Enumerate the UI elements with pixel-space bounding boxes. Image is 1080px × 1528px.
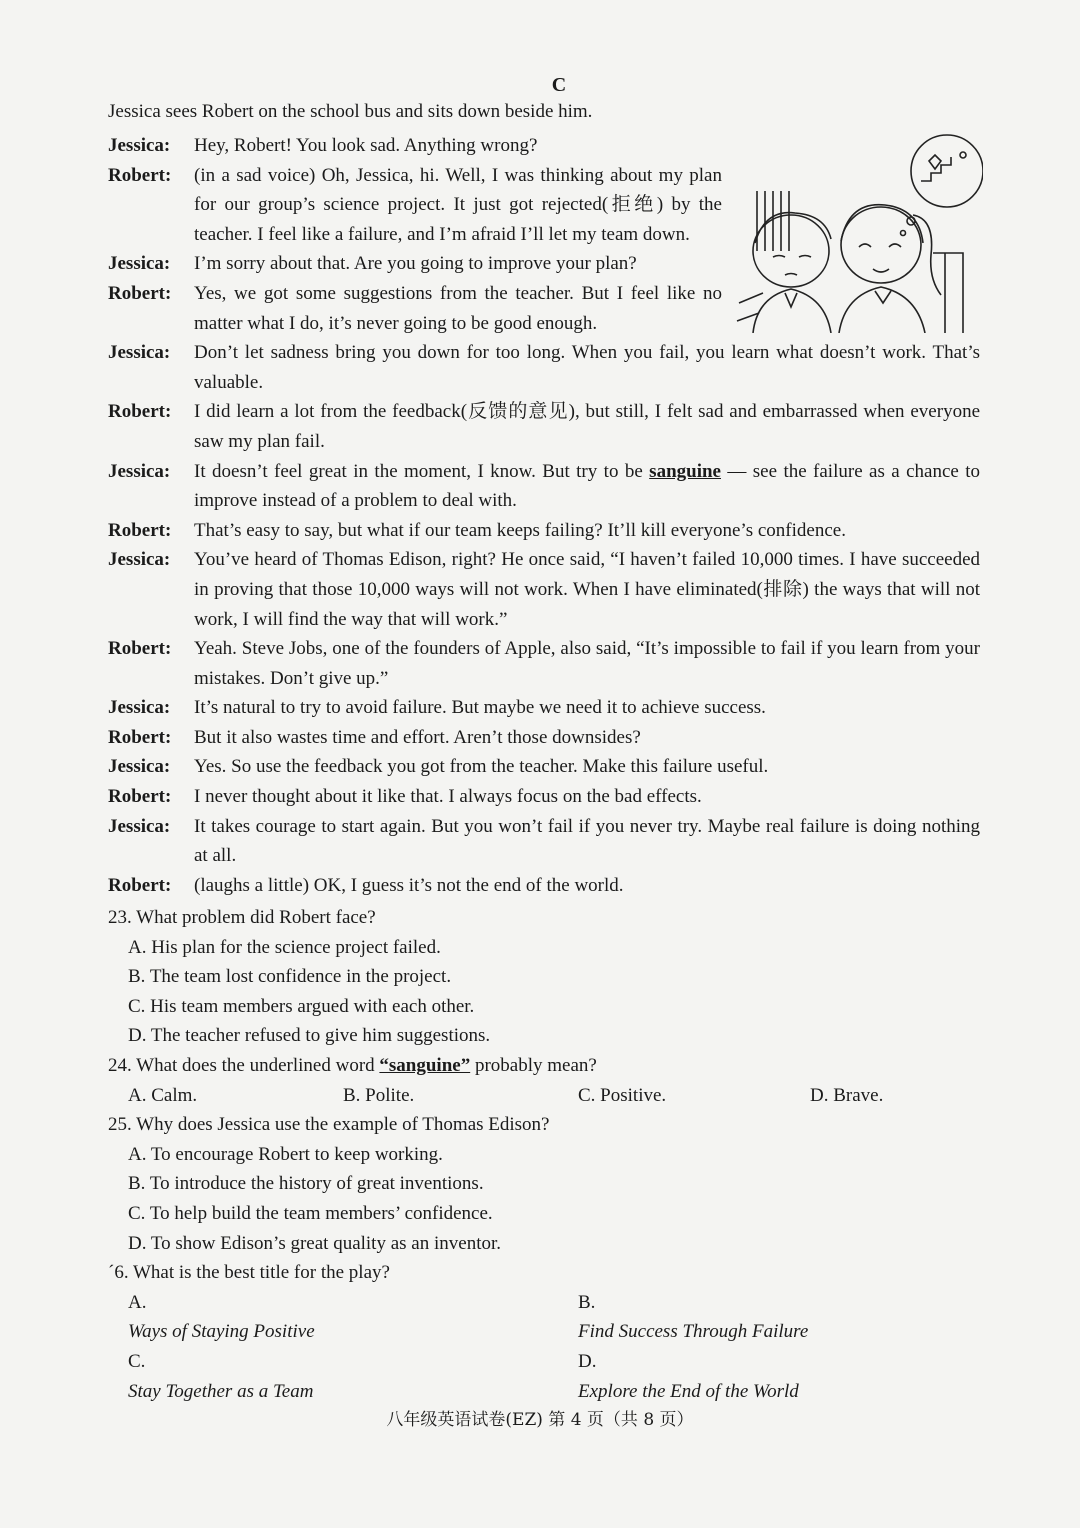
speech-text — [194, 634, 980, 693]
q26-option-c — [128, 1347, 578, 1406]
q26-option-a-title: Ways of Staying Positive — [128, 1321, 315, 1343]
dialogue-line — [108, 545, 980, 634]
speech-text-part: Yes, we got some suggestions from the teacher. But I feel like no matter what I do, it’s never going to be good enough. — [194, 282, 722, 334]
speech-text — [194, 338, 980, 397]
dialogue-line — [108, 693, 980, 723]
speech-text-part: You’ve heard of Thomas Edison, right? He once said, “I haven’t failed 10,000 times. I have succeeded in proving that those 10,000 ways will not work. When I have eliminated(排除) the ways that will not work, I will find the way that will work.” — [194, 549, 980, 630]
speaker-name: Jessica: — [108, 460, 171, 482]
speaker-name: Robert: — [108, 401, 172, 423]
speaker-name: Robert: — [108, 786, 172, 808]
q26-options-row-2 — [108, 1347, 988, 1406]
speech-text-part: It’s natural to try to avoid failure. But maybe we need it to achieve success. — [194, 697, 766, 719]
speech-text-part: (laughs a little) OK, I guess it’s not the end of the world. — [194, 874, 624, 896]
speech-text — [194, 279, 722, 338]
question-23-stem: 23. What problem did Robert face? — [108, 907, 376, 928]
q24-options — [108, 1081, 988, 1111]
speaker-name: Jessica: — [108, 815, 171, 837]
speaker-name: Robert: — [108, 519, 172, 541]
speaker-name: Jessica: — [108, 756, 171, 778]
speech-text — [194, 249, 722, 279]
speech-text-part: I did learn a lot from the feedback(反馈的意见), but still, I felt sad and embarrassed when everyone saw my plan fail. — [194, 401, 980, 452]
dialogue-line — [108, 131, 980, 161]
dialogue-line — [108, 782, 980, 812]
questions — [108, 903, 988, 1406]
question-25-stem: 25. Why does Jessica use the example of Thomas Edison? — [108, 1114, 550, 1136]
q23-option-c: C. His team members argued with each other. — [128, 995, 475, 1017]
question-26-stem: ´6. What is the best title for the play? — [108, 1262, 390, 1284]
q23-option-b: B. The team lost confidence in the project. — [128, 966, 452, 988]
speech-text-part: But it also wastes time and effort. Aren’t those downsides? — [194, 726, 641, 748]
speech-text-part: — see the failure as a chance to improve instead of a problem to deal with. — [194, 460, 980, 512]
q23-option-a: A. His plan for the science project failed. — [128, 936, 441, 958]
q26-option-a-letter: A. — [128, 1291, 147, 1313]
speech-text — [194, 161, 722, 250]
speech-text-part: (in a sad voice) Oh, Jessica, hi. Well, I was thinking about my plan for our group’s science project. It just got rejected(拒绝) by the teacher. I feel like a failure, and I’m afraid I’ll let my team down. — [194, 164, 722, 245]
speaker-name: Jessica: — [108, 342, 171, 364]
speech-text-part: Don’t let sadness bring you down for too long. When you fail, you learn what doesn’t work. That’s valuable. — [194, 342, 980, 393]
dialogue-line — [108, 723, 980, 753]
speech-text — [194, 871, 980, 901]
speech-text-part: Yes. So use the feedback you got from the teacher. Make this failure useful. — [194, 756, 769, 778]
speaker-name: Robert: — [108, 282, 172, 304]
dialogue-line — [108, 279, 980, 338]
dialogue-line — [108, 812, 980, 871]
q26-option-b-title: Find Success Through Failure — [578, 1321, 809, 1343]
dialogue-line — [108, 338, 980, 397]
section-heading: C — [551, 74, 567, 96]
dialogue-line — [108, 249, 980, 279]
q26-option-d — [578, 1347, 1028, 1406]
q26-option-c-letter: C. — [128, 1350, 146, 1372]
speaker-name: Jessica: — [108, 253, 171, 275]
speaker-name: Robert: — [108, 874, 172, 896]
q25-option-a: A. To encourage Robert to keep working. — [128, 1143, 443, 1165]
speech-text-part: It takes courage to start again. But you won’t fail if you never try. Maybe real failure is doing nothing at all. — [194, 815, 980, 867]
speech-text — [194, 397, 980, 456]
speech-text — [194, 516, 980, 546]
dialogue-line — [108, 871, 980, 901]
speech-text — [194, 782, 980, 812]
dialogue-line — [108, 161, 980, 250]
dialogue-line — [108, 397, 980, 456]
q23-option-d: D. The teacher refused to give him suggestions. — [128, 1025, 491, 1047]
q24-stem-post: probably mean? — [470, 1054, 597, 1076]
underlined-word: sanguine — [649, 460, 721, 482]
q24-option-d: D. Brave. — [810, 1084, 884, 1106]
speech-text — [194, 693, 980, 723]
speech-text — [194, 723, 980, 753]
speech-text-part: It doesn’t feel great in the moment, I know. But try to be — [194, 460, 650, 482]
dialogue-line — [108, 752, 980, 782]
q24-underlined-word: “sanguine” — [379, 1054, 471, 1076]
q26-options-row-1 — [108, 1288, 988, 1347]
dialogue-line — [108, 457, 980, 516]
speech-text-part: That’s easy to say, but what if our team keeps failing? It’ll kill everyone’s confidence. — [194, 519, 846, 541]
q26-option-c-title: Stay Together as a Team — [128, 1380, 314, 1402]
speech-text-part: Yeah. Steve Jobs, one of the founders of Apple, also said, “It’s impossible to fail if you learn from your mistakes. Don’t give up.” — [194, 638, 980, 689]
dialogue-line — [108, 516, 980, 546]
q26-option-d-letter: D. — [578, 1350, 597, 1372]
question-24-stem — [108, 1051, 988, 1081]
q24-option-a: A. Calm. — [128, 1084, 198, 1106]
page-footer: 八年级英语试卷(EZ) 第 4 页（共 8 页） — [386, 1410, 694, 1430]
speaker-name: Robert: — [108, 726, 172, 748]
q24-stem-pre: 24. What does the underlined word — [108, 1054, 380, 1076]
dialogue — [108, 131, 980, 900]
q25-option-d: D. To show Edison’s great quality as an inventor. — [128, 1232, 501, 1254]
q25-option-c: C. To help build the team members’ confidence. — [128, 1202, 493, 1224]
dialogue-line — [108, 634, 980, 693]
speaker-name: Jessica: — [108, 697, 171, 719]
speech-text — [194, 545, 980, 634]
q25-option-b: B. To introduce the history of great inventions. — [128, 1173, 484, 1195]
scene-intro: Jessica sees Robert on the school bus and sits down beside him. — [108, 101, 593, 122]
speech-text — [194, 752, 980, 782]
speech-text — [194, 812, 980, 871]
speaker-name: Jessica: — [108, 135, 171, 156]
speaker-name: Robert: — [108, 638, 172, 660]
speaker-name: Jessica: — [108, 549, 171, 571]
q24-option-b: B. Polite. — [343, 1084, 415, 1106]
speaker-name: Robert: — [108, 164, 172, 186]
q26-option-b-letter: B. — [578, 1291, 596, 1313]
speech-text-part: Hey, Robert! You look sad. Anything wrong? — [194, 135, 538, 156]
speech-text-part: I never thought about it like that. I always focus on the bad effects. — [194, 786, 702, 808]
q26-option-d-title: Explore the End of the World — [578, 1380, 799, 1402]
speech-text — [194, 457, 980, 516]
q24-option-c: C. Positive. — [578, 1084, 667, 1106]
speech-text — [194, 131, 980, 161]
q26-option-a — [128, 1288, 578, 1347]
speech-text-part: I’m sorry about that. Are you going to improve your plan? — [194, 253, 637, 275]
q26-option-b — [578, 1288, 1028, 1347]
